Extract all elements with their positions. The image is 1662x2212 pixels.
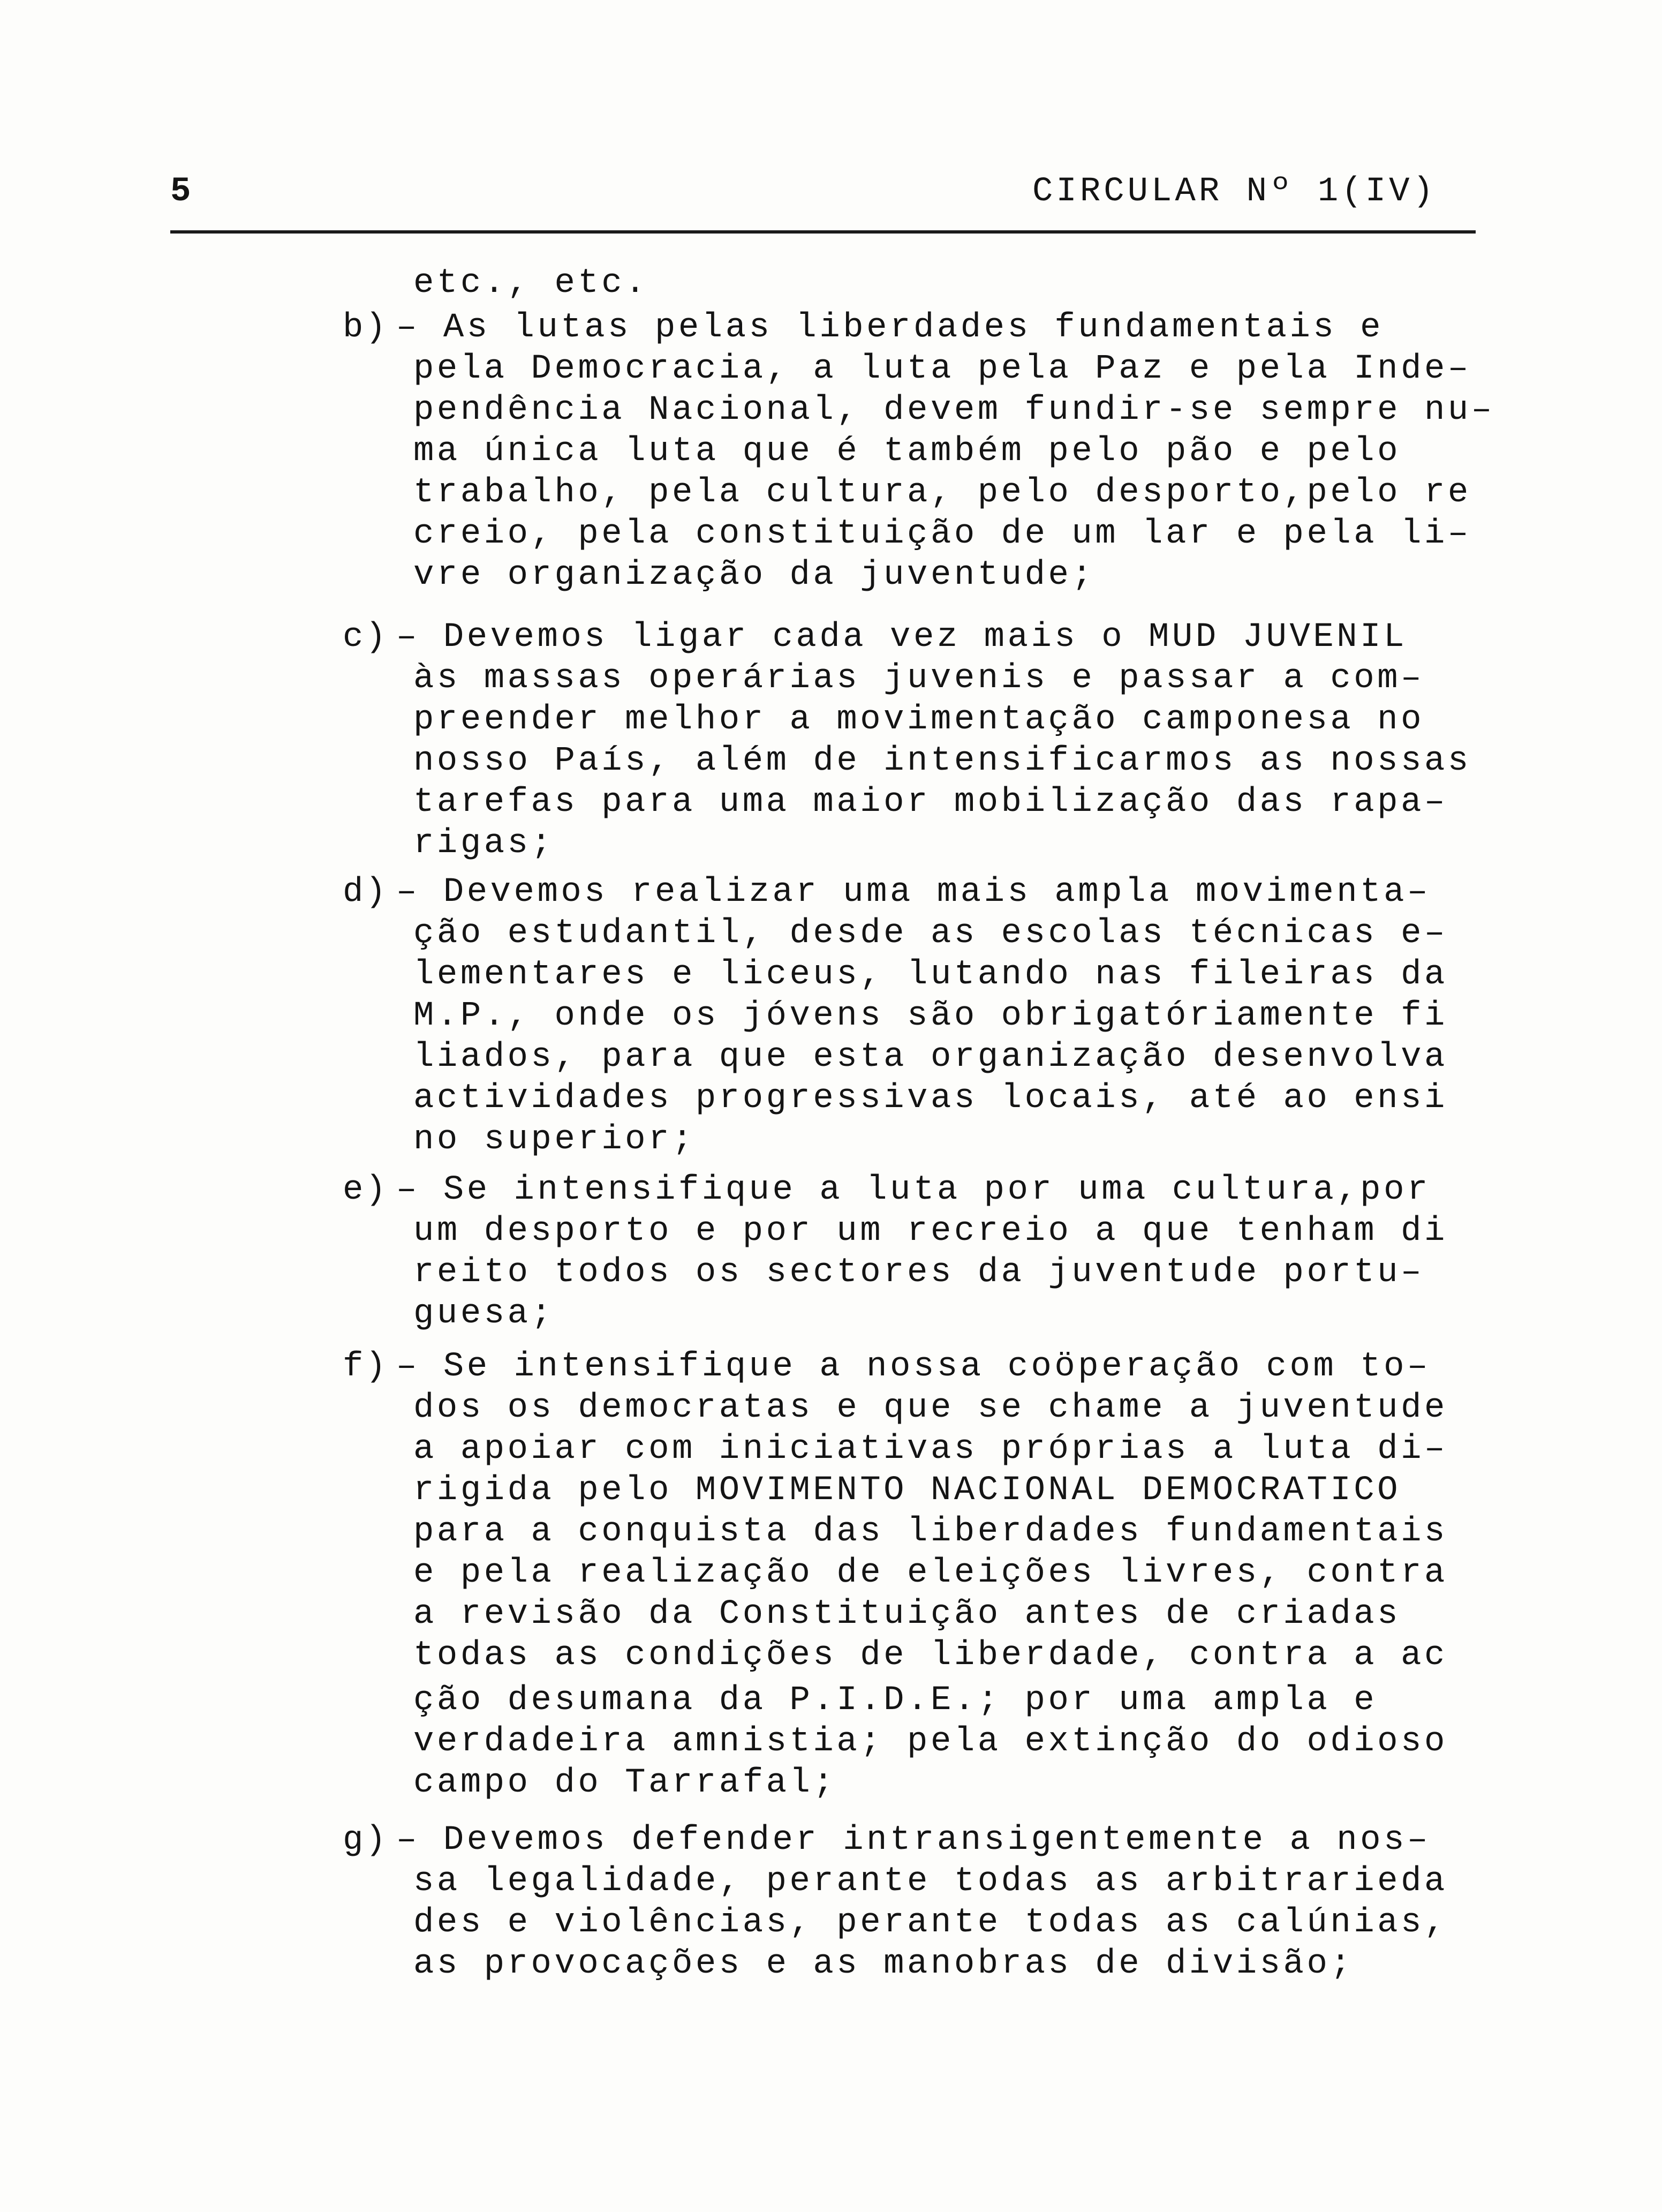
item-c-line: preender melhor a movimentação camponesa no	[413, 701, 1424, 739]
item-marker-b: b)	[343, 309, 388, 347]
page-number: 5	[170, 172, 192, 211]
header-rule	[170, 230, 1476, 234]
item-f-line: rigida pelo MOVIMENTO NACIONAL DEMOCRATICO	[413, 1471, 1401, 1510]
item-b-line: ma única luta que é também pelo pão e pelo	[413, 432, 1401, 471]
item-d-line: ção estudantil, desde as escolas técnicas e–	[413, 914, 1448, 953]
item-b-line: trabalho, pela cultura, pelo desporto,pelo re	[413, 473, 1471, 512]
item-marker-g: g)	[343, 1821, 388, 1860]
item-e-line: guesa;	[413, 1295, 555, 1333]
item-f-line: a apoiar com iniciativas próprias a luta di–	[413, 1430, 1448, 1469]
item-b-line: creio, pela constituição de um lar e pela li–	[413, 515, 1471, 553]
item-f-line: para a conquista das liberdades fundamentais	[413, 1513, 1448, 1551]
item-c-line: às massas operárias juvenis e passar a com–	[413, 659, 1424, 698]
intro-line: etc., etc.	[413, 264, 649, 303]
item-c-line: nosso País, além de intensificarmos as nossas	[413, 742, 1471, 780]
item-g-line: – Devemos defender intransigentemente a nos–	[396, 1821, 1431, 1860]
item-f-line: – Se intensifique a nossa coöperação com to–	[396, 1348, 1431, 1386]
item-b-line: pendência Nacional, devem fundir-se sempre nu–	[413, 391, 1495, 430]
item-g-line: des e violências, perante todas as calúnias,	[413, 1903, 1448, 1942]
item-f-line: e pela realização de eleições livres, contra	[413, 1554, 1448, 1592]
item-c-line: – Devemos ligar cada vez mais o MUD JUVENIL	[396, 618, 1407, 657]
item-d-line: no superior;	[413, 1120, 696, 1159]
item-marker-d: d)	[343, 873, 388, 912]
item-e-line: reito todos os sectores da juventude portu–	[413, 1253, 1424, 1292]
item-f-line: verdadeira amnistia; pela extinção do odioso	[413, 1722, 1448, 1761]
item-c-line: rigas;	[413, 824, 555, 863]
item-c-line: tarefas para uma maior mobilização das rapa–	[413, 783, 1448, 822]
item-d-line: lementares e liceus, lutando nas fileiras da	[413, 955, 1448, 994]
item-d-line: liados, para que esta organização desenvolva	[413, 1038, 1448, 1077]
item-f-line: ção desumana da P.I.D.E.; por uma ampla e	[413, 1681, 1378, 1720]
item-d-line: M.P., onde os jóvens são obrigatóriamente fi	[413, 997, 1448, 1035]
item-marker-c: c)	[343, 618, 388, 657]
item-marker-f: f)	[343, 1348, 388, 1386]
item-e-line: um desporto e por um recreio a que tenham di	[413, 1212, 1448, 1251]
item-b-line: vre organização da juventude;	[413, 556, 1096, 595]
item-f-line: todas as condições de liberdade, contra a ac	[413, 1636, 1448, 1675]
item-d-line: – Devemos realizar uma mais ampla movimenta–	[396, 873, 1431, 912]
item-marker-e: e)	[343, 1171, 388, 1209]
item-f-line: a revisão da Constituição antes de criadas	[413, 1595, 1401, 1634]
item-f-line: campo do Tarrafal;	[413, 1764, 837, 1802]
item-b-line: pela Democracia, a luta pela Paz e pela Inde–	[413, 350, 1471, 388]
item-f-line: dos os democratas e que se chame a juventude	[413, 1389, 1448, 1427]
item-b-line: – As lutas pelas liberdades fundamentais e	[396, 309, 1384, 347]
item-g-line: sa legalidade, perante todas as arbitrarieda	[413, 1862, 1448, 1901]
item-e-line: – Se intensifique a luta por uma cultura,por	[396, 1171, 1431, 1209]
item-d-line: actividades progressivas locais, até ao ensi	[413, 1079, 1448, 1118]
item-g-line: as provocações e as manobras de divisão;	[413, 1945, 1354, 1983]
circular-title: CIRCULAR Nº 1(IV)	[1032, 172, 1437, 211]
